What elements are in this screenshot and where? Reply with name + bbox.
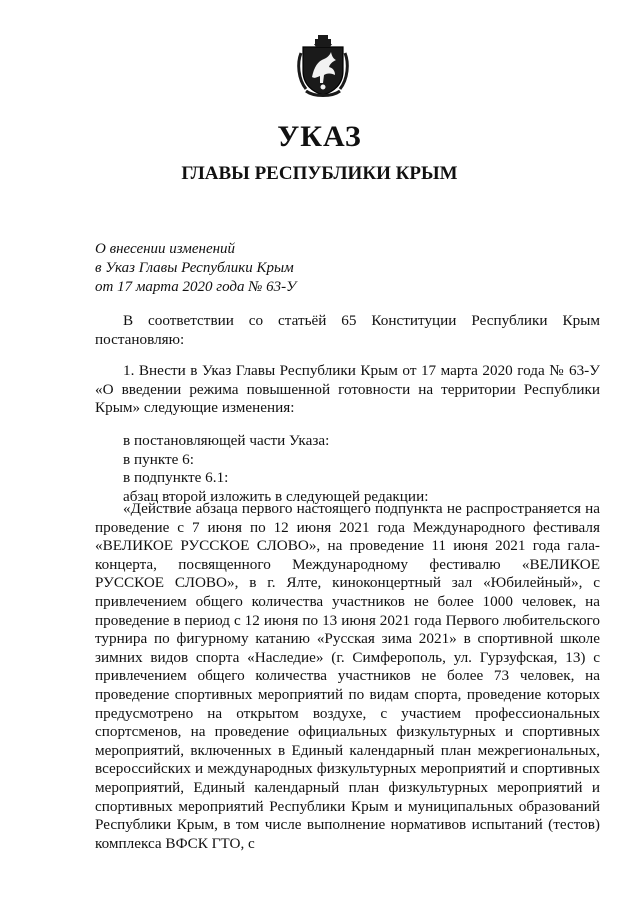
page-title: УКАЗ xyxy=(277,120,362,153)
list-item: в подпункте 6.1: xyxy=(123,469,229,487)
subject-line: в Указ Главы Республики Крым xyxy=(95,260,294,276)
subject-line: О внесении изменений xyxy=(95,241,236,257)
list-item: в пункте 6: xyxy=(123,450,194,468)
amendment-list xyxy=(123,432,428,506)
list-item: в постановляющей части Указа: xyxy=(123,432,330,449)
subject-line: от 17 марта 2020 года № 63-У xyxy=(95,279,297,295)
decree-subject xyxy=(95,240,296,297)
page-subtitle: ГЛАВЫ РЕСПУБЛИКИ КРЫМ xyxy=(181,163,458,184)
preamble-paragraph: В соответствии со статьёй 65 Конституции Республики Крым постановляю: xyxy=(95,312,600,348)
list-item: абзац второй изложить в следующей редакции: xyxy=(123,487,429,505)
amendment-text-paragraph: «Действие абзаца первого настоящего подпункта не распространяется на проведение с 7 июня по 12 июня 2021 года Международного фестиваля «ВЕЛИКОЕ РУССКОЕ СЛОВО», на проведение 11 июня 2021 года гала-концерта, посвященного Международному фестивалю «ВЕЛИКОЕ РУССКОЕ СЛОВО», в г. Ялте, киноконцертный зал «Юбилейный», с привлечением общего количества участников не более 1000 человек, на проведение в период с 12 июня по 13 июня 2021 года Первого любительского турнира по фигурному катанию «Русская зима 2021» в спортивной школе зимних видов спорта «Наследие» (г. Симферополь, ул. Гурзуфская, 13) с привлечением общего количества участников не более 73 человек, на проведение спортивных мероприятий по видам спорта, проведение которых предусмотрено на открытом воздухе, с участием профессиональных спортсменов, на проведение официальных физкультурных и спортивных мероприятий, включенных в Единый календарный план межрегиональных, всероссийских и международных физкультурных мероприятий и спортивных мероприятий, Единый календарный план физкультурных мероприятий и спортивных мероприятий Республики Крым и муниципальных образований Республики Крым, в том числе выполнение нормативов испытаний (тестов) комплекса ВФСК ГТО, с xyxy=(95,500,600,852)
item-1-paragraph: 1. Внести в Указ Главы Республики Крым от 17 марта 2020 года № 63-У «О введении режима повышенной готовности на территории Республики Крым» следующие изменения: xyxy=(95,362,600,417)
crimea-coat-of-arms-icon xyxy=(296,33,350,97)
